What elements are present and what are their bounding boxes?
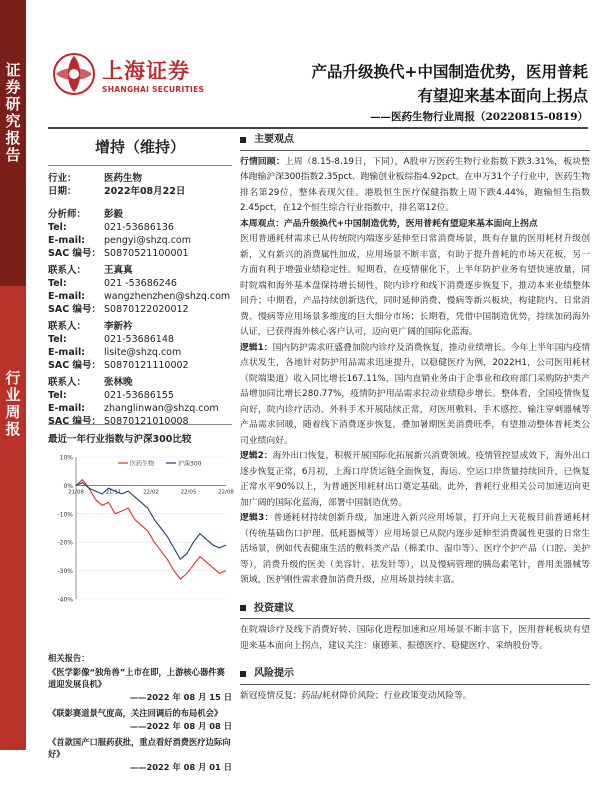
analyst-role: 分析师： <box>48 209 87 220</box>
para-body: 上周（8.15-8.19日，下同），A股申万医药生物行业指数下跌3.31%，板块整体跑输沪深300指数2.35pct、跑输创业板综指4.92pct。在申万31个子行业中，医药生物排名第29位，整体表现欠佳。港股恒生医疗保健指数上周下跌4.44%，跑输恒生指数2.45pct，在12个恒生综合行业指数中，排名第12位。 <box>240 156 591 213</box>
logo-en-text: SHANGHAI SECURITIES <box>102 84 205 94</box>
section-title: 主要观点 <box>254 134 294 145</box>
section-title: 投资建议 <box>254 602 294 614</box>
sac-label: SAC 编号： <box>48 248 101 259</box>
para-logic-2 <box>240 449 590 511</box>
related-reports <box>48 652 232 777</box>
contact-email[interactable]: lisite@shzq.com <box>104 347 182 358</box>
chart-legend-label: 医药生物 <box>130 460 155 468</box>
para-demand: 医用普通耗材需求已从传统院内端逐步延伸至日常消费场景，既有存量的医用耗材升级创新，又有新兴的消费属性加成，应用场景不断丰富，有助于提升普耗的市场天花板，另一方面有利于增强业绩稳定性。短期看，在疫情催化下，上半年防护业务有望快速放量，同时院端和海外基本盘保持增长韧性，院内诊疗和线下消费逐步恢复下，推动本来业绩整体回升；中期看，产品持续创新迭代，同时延伸消费、慢病等新兴板块，构建院内、日常消费、慢病等应用场景多维度的巨大细分市场；长期看，凭借中国制造优势，持续加码海外认证，已获得海外核心客户认可，迈向更广阔的国际化蓝海。 <box>240 234 590 337</box>
para-risk: 新冠疫情反复；药品/耗材降价风险；行业政策变动风险等。 <box>240 690 472 701</box>
email-label: E-mail: <box>48 347 86 358</box>
main-content <box>240 128 590 704</box>
date-value: 2022年08月22日 <box>104 186 186 197</box>
chart-x-tick: 21/11 <box>105 489 122 496</box>
analyst-email[interactable]: pengyi@shzq.com <box>104 235 191 246</box>
bullet-square-icon <box>240 605 246 611</box>
para-lead: 逻辑3： <box>240 513 274 523</box>
industry-row <box>48 172 232 185</box>
company-logo <box>52 52 204 96</box>
related-item[interactable]: 《首款国产口服药获批，重点看好消费医疗边际向好》 <box>48 737 231 759</box>
contact-sac: S0870121010008 <box>104 416 189 427</box>
section-key-points <box>240 132 590 151</box>
side-band-mid <box>0 286 26 750</box>
chart-x-tick: 22/05 <box>180 489 197 496</box>
related-head: 相关报告： <box>48 653 90 663</box>
para-body: 普通耗材持续创新升级，加速进入新兴应用场景，打开向上天花板目前普通耗材（传统基础伤口护理、低耗器械等）应用场景已从院内逐步延伸至消费属性更强的日常生活场景，例如代表健康生活的敷料类产品（棉柔巾、湿巾等）、医疗个护产品（口腔、美护等），消费升级的医美（美容针、祛发针等），以及慢病管理的胰岛素笔针，普用美器械等领域，医护刚性需求叠加消费升级，应用场景持续丰富。 <box>240 513 590 585</box>
side-label-weekly: 行业周报 <box>5 369 21 438</box>
chart-y-tick: -20% <box>57 539 73 547</box>
related-date: ——2022 年 08 月 01 日 <box>129 762 232 772</box>
chart-y-tick: -30% <box>57 568 73 576</box>
date-row <box>48 185 232 198</box>
contact-email[interactable]: wangzhenzhen@shzq.com <box>104 291 231 302</box>
title-line-2: 有望迎来基本面向上拐点 <box>417 86 588 105</box>
contact-role: 联系人： <box>48 265 87 276</box>
industry-value: 医药生物 <box>104 173 143 184</box>
related-date: ——2022 年 08 月 08 日 <box>129 721 232 731</box>
bullet-square-icon <box>240 137 246 143</box>
para-logic-1 <box>240 341 590 450</box>
chart-legend-label: 沪深300 <box>178 460 202 468</box>
chart-y-tick: -10% <box>57 511 73 519</box>
contact-name: 张林晚 <box>104 377 133 388</box>
contact-name: 李新衿 <box>104 321 133 332</box>
analyst-sac: S0870521100001 <box>104 248 189 259</box>
email-label: E-mail: <box>48 403 86 414</box>
tel-label: Tel: <box>48 390 67 401</box>
sac-label: SAC 编号： <box>48 416 101 427</box>
logo-cn-text: 上海证券 <box>102 58 190 83</box>
analyst-tel: 021-53686136 <box>104 222 174 233</box>
chart-x-tick: 22/08 <box>218 489 234 496</box>
email-label: E-mail: <box>48 291 86 302</box>
analyst-block-3 <box>48 376 232 428</box>
section-investment <box>240 601 590 620</box>
para-weekly-view <box>240 217 590 233</box>
report-title <box>238 60 588 126</box>
chart-y-tick: 10% <box>59 454 73 462</box>
bullet-square-icon <box>240 671 246 677</box>
chart-y-tick: -40% <box>57 596 73 604</box>
para-body: 海外出口恢复，积极开展国际化拓展新兴消费领域。疫情管控显成效下，海外出口逐步恢复正常，6月初，上海口岸货运链全面恢复，海运、空运口岸货量持续回升，已恢复正常水平90%以上，为普通医用耗材出口奠定基础。此外，普耗行业相关公司加速迈向更加广阔的国际化蓝海，部署中国制造优势。 <box>240 451 590 508</box>
analyst-block-1 <box>48 264 232 316</box>
contact-name: 王真真 <box>104 265 133 276</box>
date-label: 日期： <box>48 186 77 197</box>
para-lead: 逻辑2： <box>240 451 273 461</box>
contact-tel: 021 -53686246 <box>104 278 177 289</box>
title-subtitle: ——医药生物行业周报（20220815-0819） <box>369 111 588 123</box>
para-lead: 逻辑1： <box>240 342 273 353</box>
related-date: ——2022 年 08 月 15 日 <box>129 692 232 702</box>
title-line-1: 产品升级换代+中国制造优势，医用普耗 <box>311 62 588 81</box>
contact-email[interactable]: zhanglinwan@shzq.com <box>104 403 219 414</box>
tel-label: Tel: <box>48 278 67 289</box>
side-label-report: 证券研究报告 <box>5 61 21 164</box>
sac-label: SAC 编号： <box>48 304 101 315</box>
chart-svg <box>48 449 232 619</box>
analyst-block-0 <box>48 208 232 260</box>
chart-x-tick: 22/02 <box>143 489 159 496</box>
para-body: 国内防护需求旺盛叠加院内诊疗及消费恢复，推动业绩增长。今年上半年国内疫情点状发生，各地针对防护用品需求迅速提升，以稳健医疗为例，2022H1，公司医用耗材（院端渠道）收入同比增长167.11%，国内直销业务由于企事业和政府部门采购防护类产品增加同比增长280.77%，疫情防护用品需求拉动业绩稳步增长。整体看，全国疫情恢复向好，院内诊疗活动、外科手术开展陆续正常，对医用敷料、手术感控、输注穿刺器械等产品需求回暖，随着线下消费逐步恢复，叠加暑期医美消费旺季，有望推动整体普耗类公司业绩向好。 <box>240 342 590 446</box>
para-lead: 行情回顾： <box>240 156 285 167</box>
contact-tel: 021-53686155 <box>104 390 174 401</box>
contact-role: 联系人： <box>48 377 87 388</box>
rating: 增持（维持） <box>48 130 232 166</box>
tel-label: Tel: <box>48 334 67 345</box>
left-column <box>48 130 232 428</box>
email-label: E-mail: <box>48 235 86 246</box>
chart-x-tick: 21/08 <box>68 489 84 496</box>
sac-label: SAC 编号： <box>48 360 101 371</box>
chart-y-tick: 0% <box>63 482 73 490</box>
para-market-review <box>240 155 590 217</box>
related-item[interactable]: 《联影赛道景气度高，关注回调后的布局机会》 <box>48 708 223 718</box>
contact-tel: 021-53686148 <box>104 334 174 345</box>
para-lead: 本周观点：产品升级换代+中国制造优势，医用普耗有望迎来基本面向上拐点 <box>240 218 538 229</box>
analyst-block-2 <box>48 320 232 372</box>
chart-title: 最近一年行业指数与沪深300比较 <box>48 424 232 449</box>
para-investment: 在院端诊疗及线下消费好转、国际化进程加速和应用场景不断丰富下，医用普耗板块有望迎来基本面向上拐点，建议关注：康德莱、振德医疗、稳健医疗、采纳股份等。 <box>240 625 590 651</box>
tel-label: Tel: <box>48 222 67 233</box>
contact-sac: S0870122020012 <box>104 304 189 315</box>
contact-role: 联系人： <box>48 321 87 332</box>
analyst-name: 彭毅 <box>104 209 124 220</box>
contact-sac: S0870121110002 <box>104 360 189 371</box>
logo-mark-icon <box>52 52 96 96</box>
index-chart <box>48 424 232 619</box>
section-risk <box>240 666 590 685</box>
industry-label: 行业： <box>48 173 77 184</box>
related-item[interactable]: 《医学影像“独角兽”上市在即，上游核心器件赛道迎发展良机》 <box>48 667 225 689</box>
section-title: 风险提示 <box>254 668 294 679</box>
para-logic-3 <box>240 511 590 589</box>
